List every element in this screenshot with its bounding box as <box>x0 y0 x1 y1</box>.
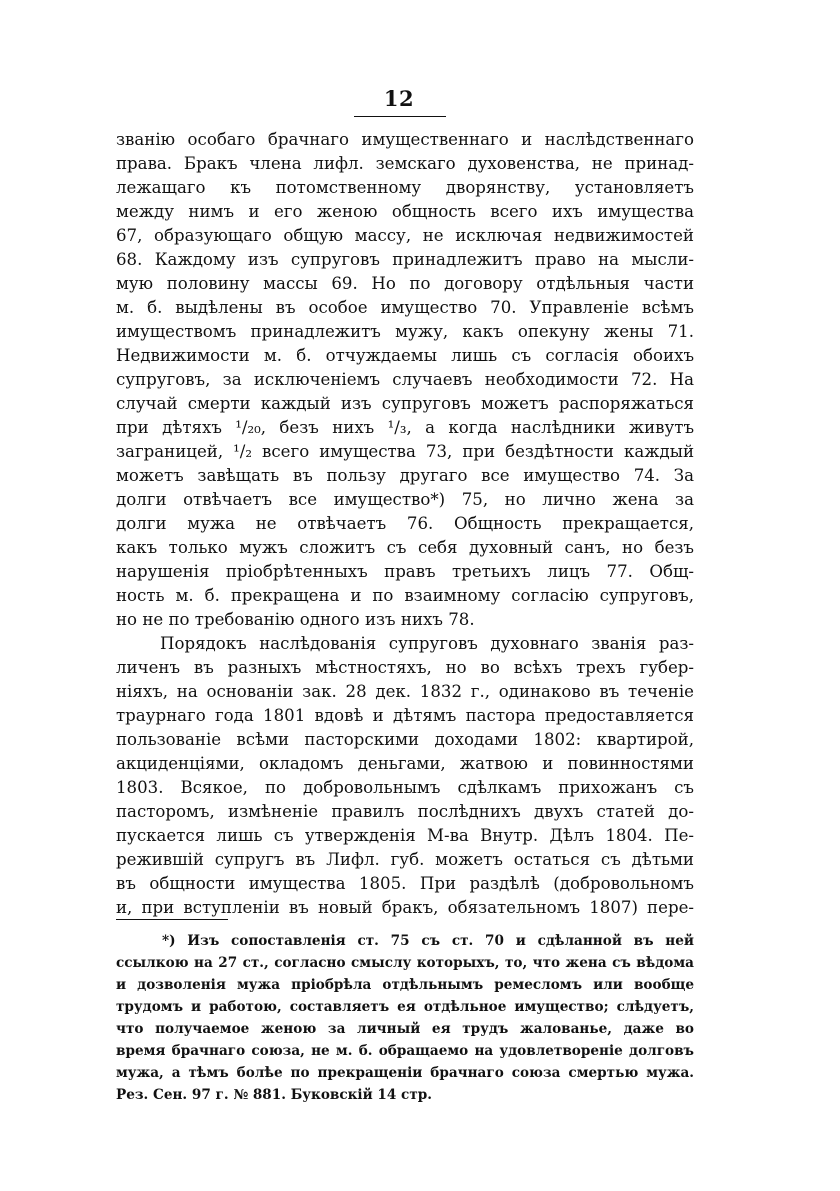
footnote-line: трудомъ и работою, составляетъ ея отдѣльное имущество; слѣдуетъ, <box>116 999 694 1015</box>
header-rule <box>354 116 446 117</box>
main-text <box>116 128 694 920</box>
text-line: заграницей, ¹/₂ всего имущества 73, при бездѣтности каждый <box>116 442 694 461</box>
text-line: пользованіе всѣми пасторскими доходами 1802: квартирой, <box>116 730 694 749</box>
text-line: режившій супругъ въ Лифл. губ. можетъ остаться съ дѣтьми <box>116 850 694 869</box>
text-line: долги мужа не отвѣчаетъ 76. Общность прекращается, <box>116 514 694 533</box>
text-line: случай смерти каждый изъ супруговъ можетъ распоряжаться <box>116 394 694 413</box>
text-line: пасторомъ, измѣненіе правилъ послѣднихъ двухъ статей до- <box>116 802 694 821</box>
footnote-line: *) Изъ сопоставленія ст. 75 съ ст. 70 и сдѣланной въ ней <box>162 933 694 949</box>
footnote <box>116 930 694 1106</box>
text-line: права. Бракъ члена лифл. земскаго духовенства, не принад- <box>116 154 694 173</box>
footnote-line: Рез. Сен. 97 г. № 881. Буковскій 14 стр. <box>116 1087 432 1103</box>
text-line: можетъ завѣщать въ пользу другаго все имущество 74. За <box>116 466 694 485</box>
text-line: м. б. выдѣлены въ особое имущество 70. Управленіе всѣмъ <box>116 298 694 317</box>
footnote-line: ссылкою на 27 ст., согласно смыслу которыхъ, то, что жена съ вѣдома <box>116 955 694 971</box>
text-line: ніяхъ, на основаніи зак. 28 дек. 1832 г., одинаково въ теченіе <box>116 682 694 701</box>
text-line: между нимъ и его женою общность всего ихъ имущества <box>116 202 694 221</box>
footnote-line: и дозволенія мужа пріобрѣла отдѣльнымъ ремесломъ или вообще <box>116 977 694 993</box>
footnote-line: что получаемое женою за личный ея трудъ жалованье, даже во <box>116 1021 694 1037</box>
text-line: нарушенія пріобрѣтенныхъ правъ третьихъ лицъ 77. Общ- <box>116 562 694 581</box>
text-line: имуществомъ принадлежитъ мужу, какъ опекуну жены 71. <box>116 322 694 341</box>
footnote-rule <box>116 919 228 920</box>
text-line: Порядокъ наслѣдованія супруговъ духовнаго званія раз- <box>160 634 694 653</box>
text-line: ность м. б. прекращена и по взаимному согласію супруговъ, <box>116 586 694 605</box>
text-line: акциденціями, окладомъ деньгами, жатвою и повинностями <box>116 754 694 773</box>
text-line: 67, образующаго общую массу, не исключая недвижимостей <box>116 226 694 245</box>
text-line: и, при вступленіи въ новый бракъ, обязательномъ 1807) пере- <box>116 898 694 917</box>
text-line: званію особаго брачнаго имущественнаго и наслѣдственнаго <box>116 130 694 149</box>
footnote-line: время брачнаго союза, не м. б. обращаемо на удовлетвореніе долговъ <box>116 1043 694 1059</box>
text-line: 1803. Всякое, по добровольнымъ сдѣлкамъ прихожанъ съ <box>116 778 694 797</box>
text-line: пускается лишь съ утвержденія М-ва Внутр. Дѣлъ 1804. Пе- <box>116 826 694 845</box>
text-line: но не по требованію одного изъ нихъ 78. <box>116 610 475 629</box>
text-line: при дѣтяхъ ¹/₂₀, безъ нихъ ¹/₃, а когда наслѣдники живутъ <box>116 418 694 437</box>
text-line: личенъ въ разныхъ мѣстностяхъ, но во всѣхъ трехъ губер- <box>116 658 694 677</box>
text-line: супруговъ, за исключеніемъ случаевъ необходимости 72. На <box>116 370 694 389</box>
text-line: Недвижимости м. б. отчуждаемы лишь съ согласія обоихъ <box>116 346 694 365</box>
text-line: 68. Каждому изъ супруговъ принадлежитъ право на мысли- <box>116 250 694 269</box>
text-line: мую половину массы 69. Но по договору отдѣльныя части <box>116 274 694 293</box>
text-line: траурнаго года 1801 вдовѣ и дѣтямъ пастора предоставляется <box>116 706 694 725</box>
page-number: 12 <box>383 86 415 111</box>
text-line: въ общности имущества 1805. При раздѣлѣ (добровольномъ <box>116 874 694 893</box>
footnote-line: мужа, а тѣмъ болѣе по прекращеніи брачнаго союза смертью мужа. <box>116 1065 694 1081</box>
text-line: какъ только мужъ сложитъ съ себя духовный санъ, но безъ <box>116 538 694 557</box>
text-line: долги отвѣчаетъ все имущество*) 75, но лично жена за <box>116 490 694 509</box>
text-line: лежащаго къ потомственному дворянству, установляетъ <box>116 178 694 197</box>
